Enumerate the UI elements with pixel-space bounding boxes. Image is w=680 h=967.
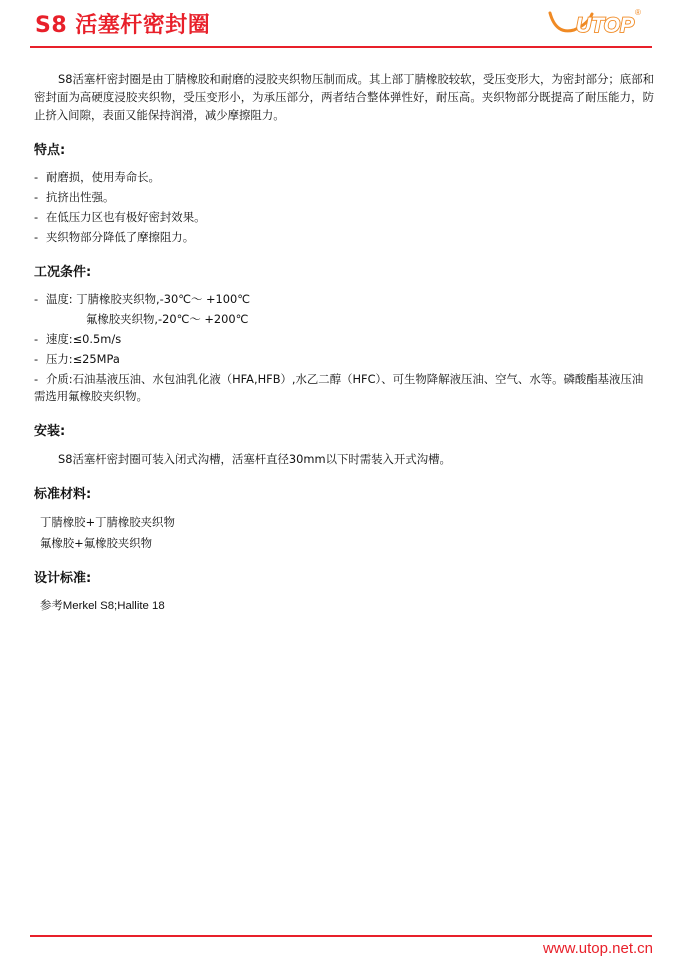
install-section bbox=[34, 423, 654, 468]
feature-item: - 抗挤出性强。 bbox=[34, 190, 115, 204]
page-title: S8 活塞杆密封圈 bbox=[35, 13, 211, 38]
conditions-title: 工况条件: bbox=[34, 265, 92, 280]
temperature-value-fkm: 氟橡胶夹织物,-20℃～ +200℃ bbox=[86, 312, 249, 326]
feature-text: 耐磨损，使用寿命长。 bbox=[46, 170, 160, 184]
design-title: 设计标准: bbox=[34, 571, 92, 586]
feature-text: 夹织物部分降低了摩擦阻力。 bbox=[46, 230, 195, 244]
document-body bbox=[34, 70, 654, 615]
features-list bbox=[34, 169, 654, 246]
speed-value: ≤0.5m/s bbox=[72, 332, 122, 346]
intro-paragraph: S8活塞杆密封圈是由丁腈橡胶和耐磨的浸胶夹织物压制而成。其上部丁腈橡胶较软，受压变形大，为密封部分；底部和密封面为高硬度浸胶夹织物，受压变形小，为承压部分，两者结合整体弹性好，耐压高。夹织物部分既提高了耐压能力，防止挤入间隙，表面又能保持润滑，减少摩擦阻力。 bbox=[34, 72, 654, 122]
media-value: 石油基液压油、水包油乳化液（HFA,HFB）,水乙二醇（HFC）、可生物降解液压油、空气、水等。磷酸酯基液压油需选用氟橡胶夹织物。 bbox=[34, 372, 644, 403]
pressure-value: ≤25MPa bbox=[72, 352, 120, 366]
speed-label: 速度: bbox=[46, 332, 73, 346]
conditions-list bbox=[34, 291, 654, 405]
design-section bbox=[34, 570, 654, 615]
pressure-label: 压力: bbox=[46, 352, 73, 366]
install-text: S8活塞杆密封圈可装入闭式沟槽，活塞杆直径30mm以下时需装入开式沟槽。 bbox=[58, 452, 451, 466]
temperature-row-fkm bbox=[34, 311, 654, 328]
design-reference: 参考Merkel S8;Hallite 18 bbox=[40, 600, 165, 612]
pressure-row: - 压力:≤25MPa bbox=[34, 352, 120, 366]
features-title: 特点: bbox=[34, 143, 66, 158]
install-title: 安装: bbox=[34, 424, 66, 439]
speed-row: - 速度:≤0.5m/s bbox=[34, 332, 122, 346]
material-item-fkm: 氟橡胶+氟橡胶夹织物 bbox=[40, 536, 153, 550]
temperature-value-nbr: 丁腈橡胶夹织物,-30℃～ +100℃ bbox=[76, 292, 251, 306]
feature-item: - 耐磨损，使用寿命长。 bbox=[34, 170, 160, 184]
temperature-row: - 温度: 丁腈橡胶夹织物,-30℃～ +100℃ bbox=[34, 292, 251, 306]
feature-item: - 在低压力区也有极好密封效果。 bbox=[34, 210, 206, 224]
feature-item: - 夹织物部分降低了摩擦阻力。 bbox=[34, 230, 195, 244]
header-divider bbox=[30, 46, 652, 48]
footer-divider bbox=[30, 935, 652, 937]
media-row: - 介质:石油基液压油、水包油乳化液（HFA,HFB）,水乙二醇（HFC）、可生物降解液压油、空气、水等。磷酸酯基液压油需选用氟橡胶夹织物。 bbox=[34, 372, 644, 403]
feature-text: 抗挤出性强。 bbox=[46, 190, 115, 204]
material-item-nbr: 丁腈橡胶+丁腈橡胶夹织物 bbox=[40, 515, 175, 529]
features-section bbox=[34, 142, 654, 246]
utop-logo bbox=[546, 6, 646, 40]
footer-website-link[interactable]: www.utop.net.cn bbox=[542, 940, 653, 957]
feature-text: 在低压力区也有极好密封效果。 bbox=[46, 210, 206, 224]
media-label: 介质: bbox=[46, 372, 73, 386]
temperature-label: 温度: bbox=[46, 292, 73, 306]
materials-section bbox=[34, 486, 654, 552]
conditions-section bbox=[34, 264, 654, 405]
logo-wordmark: UTOP bbox=[576, 14, 634, 37]
registered-mark: ® bbox=[635, 8, 641, 17]
materials-title: 标准材料: bbox=[34, 487, 92, 502]
